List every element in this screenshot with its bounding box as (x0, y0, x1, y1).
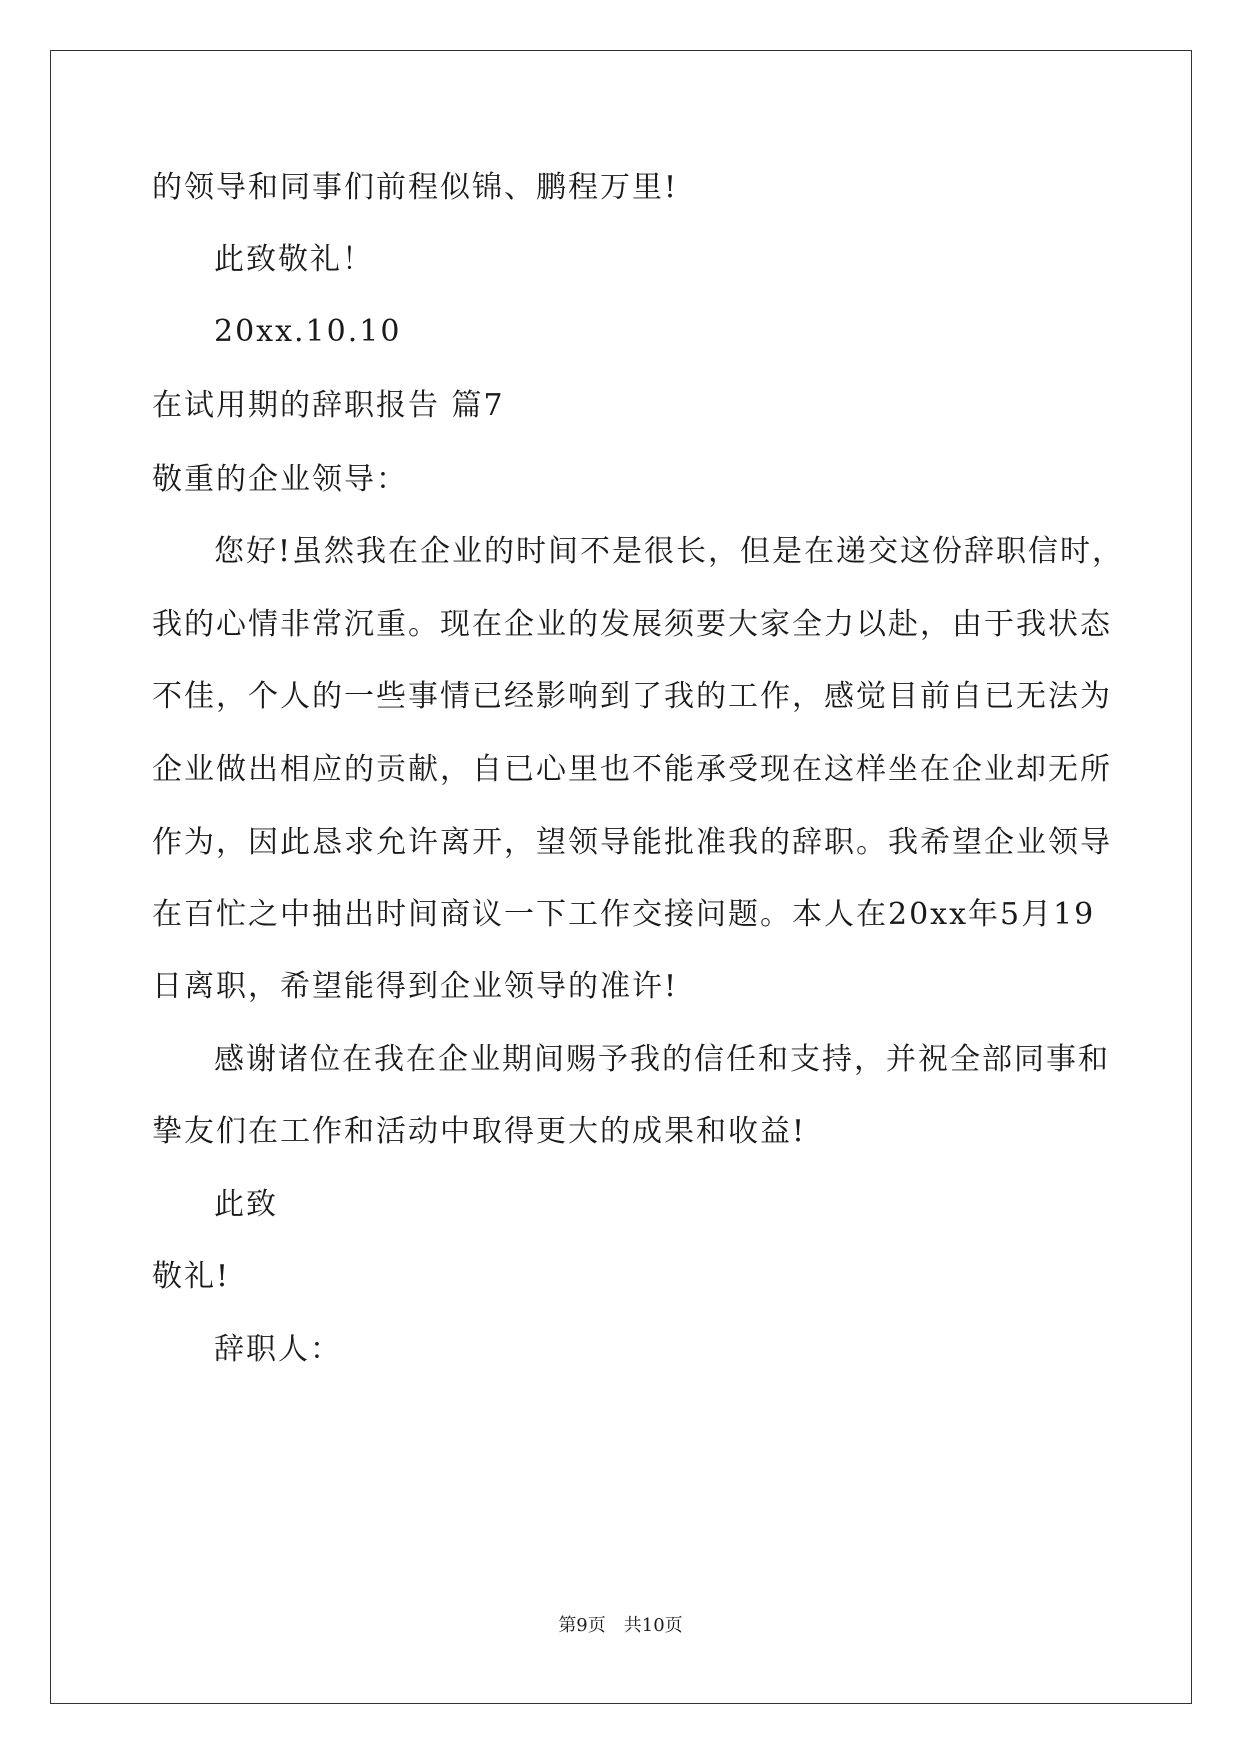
text-line-13: 感谢诸位在我在企业期间赐予我的信任和支持，并祝全部同事和 (214, 1042, 1110, 1077)
closing-line-1: 此致 (214, 1187, 278, 1222)
text-line-10: 作为，因此恳求允许离开，望领导能批准我的辞职。我希望企业领导 (152, 825, 1112, 860)
text-line-11: 在百忙之中抽出时间商议一下工作交接问题。本人在20xx年5月19 (152, 897, 1096, 932)
text-line-12: 日离职，希望能得到企业领导的准许! (152, 969, 679, 1004)
text-line-1: 的领导和同事们前程似锦、鹏程万里! (152, 170, 679, 205)
page-number: 第9页 共10页 (558, 1615, 683, 1636)
salutation: 敬重的企业领导： (152, 462, 408, 497)
text-line-14: 挚友们在工作和活动中取得更大的成果和收益! (152, 1114, 807, 1149)
page-border (50, 50, 1192, 1704)
section-heading: 在试用期的辞职报告 篇7 (152, 388, 505, 423)
text-line-7: 我的心情非常沉重。现在企业的发展须要大家全力以赴，由于我状态 (152, 607, 1112, 642)
text-line-8: 不佳，个人的一些事情已经影响到了我的工作，感觉目前自已无法为 (152, 679, 1112, 714)
signature-line: 辞职人： (214, 1332, 342, 1367)
text-line-3: 20xx.10.10 (214, 314, 402, 349)
text-line-6: 您好!虽然我在企业的时间不是很长，但是在递交这份辞职信时， (214, 534, 1125, 569)
text-line-9: 企业做出相应的贡献，自已心里也不能承受现在这样坐在企业却无所 (152, 752, 1112, 787)
text-line-2: 此致敬礼！ (214, 242, 374, 277)
closing-line-2: 敬礼! (152, 1259, 231, 1294)
